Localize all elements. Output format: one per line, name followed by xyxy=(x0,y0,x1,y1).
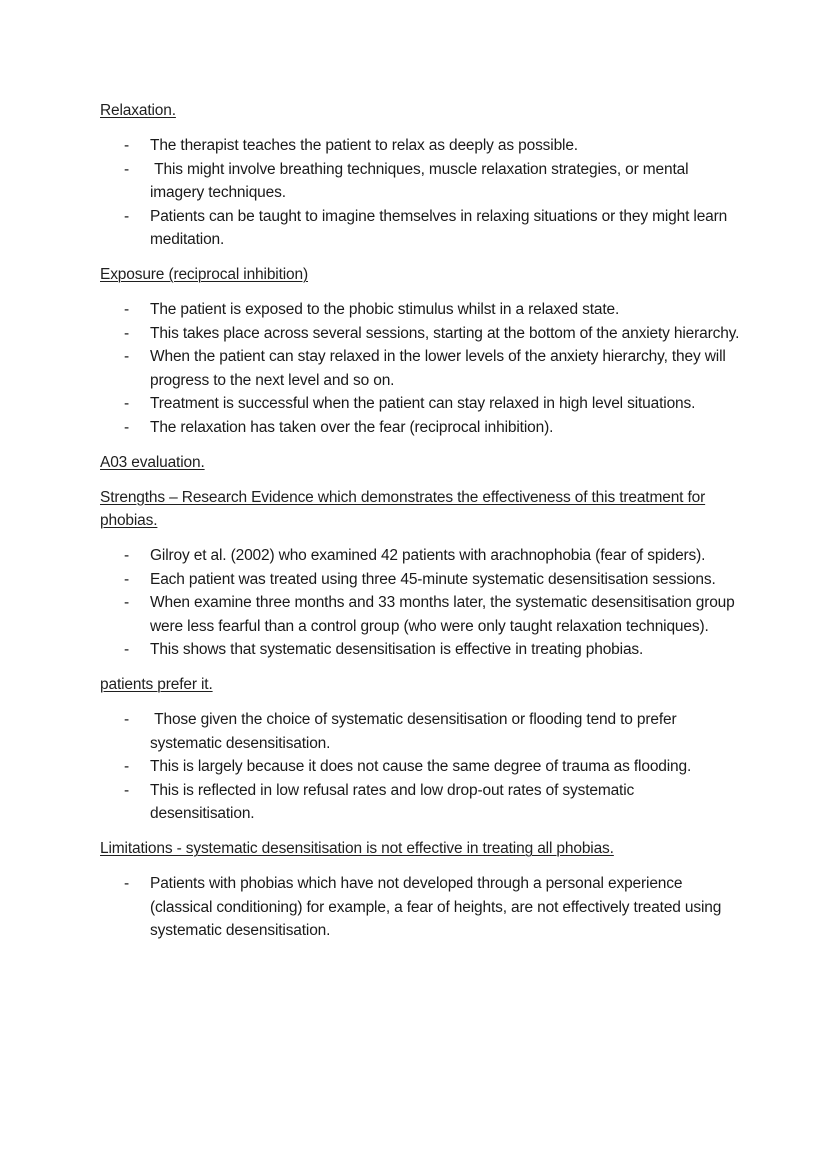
dash-bullet-icon: - xyxy=(124,395,130,412)
list-item-text: The relaxation has taken over the fear (reciprocal inhibition). xyxy=(150,418,554,436)
dash-bullet-icon: - xyxy=(124,137,130,154)
dash-bullet-icon: - xyxy=(124,324,130,342)
dash-bullet-icon: - xyxy=(124,875,130,892)
list-item-text: Those given the choice of systematic desensitisation or flooding tend to prefer systematic desensitisation. xyxy=(150,711,681,752)
list-item-text: Gilroy et al. (2002) who examined 42 patients with arachnophobia (fear of spiders). xyxy=(150,547,706,564)
list-item xyxy=(100,416,740,440)
document-page xyxy=(100,99,740,954)
list-item xyxy=(100,134,740,158)
bullet-list-limitations xyxy=(100,872,740,943)
dash-bullet-icon: - xyxy=(124,348,130,365)
section-heading-patients-prefer: patients prefer it. xyxy=(100,676,213,693)
dash-bullet-icon: - xyxy=(124,418,130,436)
list-item-text: This shows that systematic desensitisation is effective in treating phobias. xyxy=(150,641,644,658)
dash-bullet-icon: - xyxy=(124,594,130,611)
bullet-list-strengths xyxy=(100,544,740,662)
list-item-text: When the patient can stay relaxed in the lower levels of the anxiety hierarchy, they will progress to the next level and so on. xyxy=(150,348,726,389)
section-heading-relaxation: Relaxation. xyxy=(100,102,176,119)
dash-bullet-icon: - xyxy=(124,570,130,588)
list-item-text: This takes place across several sessions, starting at the bottom of the anxiety hierarchy. xyxy=(150,324,740,342)
dash-bullet-icon: - xyxy=(124,160,130,178)
list-item xyxy=(100,872,740,943)
list-item-text: The patient is exposed to the phobic stimulus whilst in a relaxed state. xyxy=(150,301,620,318)
list-item-text: Patients with phobias which have not developed through a personal experience (classical conditioning) for example, a fear of heights, are not effectively treated using systematic desensitisation. xyxy=(150,875,722,939)
list-item-text: Treatment is successful when the patient can stay relaxed in high level situations. xyxy=(150,395,696,412)
list-item xyxy=(100,568,740,592)
dash-bullet-icon: - xyxy=(124,301,130,318)
list-item xyxy=(100,345,740,392)
list-item xyxy=(100,392,740,416)
list-item-text: This might involve breathing techniques, muscle relaxation strategies, or mental imagery techniques. xyxy=(150,160,693,201)
dash-bullet-icon: - xyxy=(124,207,130,225)
list-item xyxy=(100,708,740,755)
dash-bullet-icon: - xyxy=(124,781,130,799)
dash-bullet-icon: - xyxy=(124,547,130,564)
list-item-text: Each patient was treated using three 45-minute systematic desensitisation sessions. xyxy=(150,570,716,588)
section-heading-exposure: Exposure (reciprocal inhibition) xyxy=(100,266,308,283)
bullet-list-exposure xyxy=(100,298,740,439)
list-item-text: This is largely because it does not cause the same degree of trauma as flooding. xyxy=(150,758,692,775)
list-item-text: When examine three months and 33 months later, the systematic desensitisation group were less fearful than a control group (who were only taught relaxation techniques). xyxy=(150,594,735,635)
list-item xyxy=(100,158,740,205)
list-item xyxy=(100,544,740,568)
dash-bullet-icon: - xyxy=(124,641,130,658)
list-item xyxy=(100,779,740,826)
section-heading-strengths: Strengths – Research Evidence which demonstrates the effectiveness of this treatment for phobias. xyxy=(100,488,706,529)
list-item-text: The therapist teaches the patient to relax as deeply as possible. xyxy=(150,137,578,154)
list-item xyxy=(100,638,740,662)
section-heading-limitations: Limitations - systematic desensitisation is not effective in treating all phobias. xyxy=(100,840,614,857)
bullet-list-relaxation xyxy=(100,134,740,252)
list-item xyxy=(100,591,740,638)
list-item xyxy=(100,322,740,346)
list-item-text: This is reflected in low refusal rates and low drop-out rates of systematic desensitisation. xyxy=(150,781,635,822)
section-heading-ao3-evaluation: A03 evaluation. xyxy=(100,453,205,471)
dash-bullet-icon: - xyxy=(124,711,130,728)
dash-bullet-icon: - xyxy=(124,758,130,775)
list-item xyxy=(100,205,740,252)
list-item-text: Patients can be taught to imagine themselves in relaxing situations or they might learn meditation. xyxy=(150,207,728,248)
list-item xyxy=(100,298,740,322)
bullet-list-patients-prefer xyxy=(100,708,740,826)
list-item xyxy=(100,755,740,779)
